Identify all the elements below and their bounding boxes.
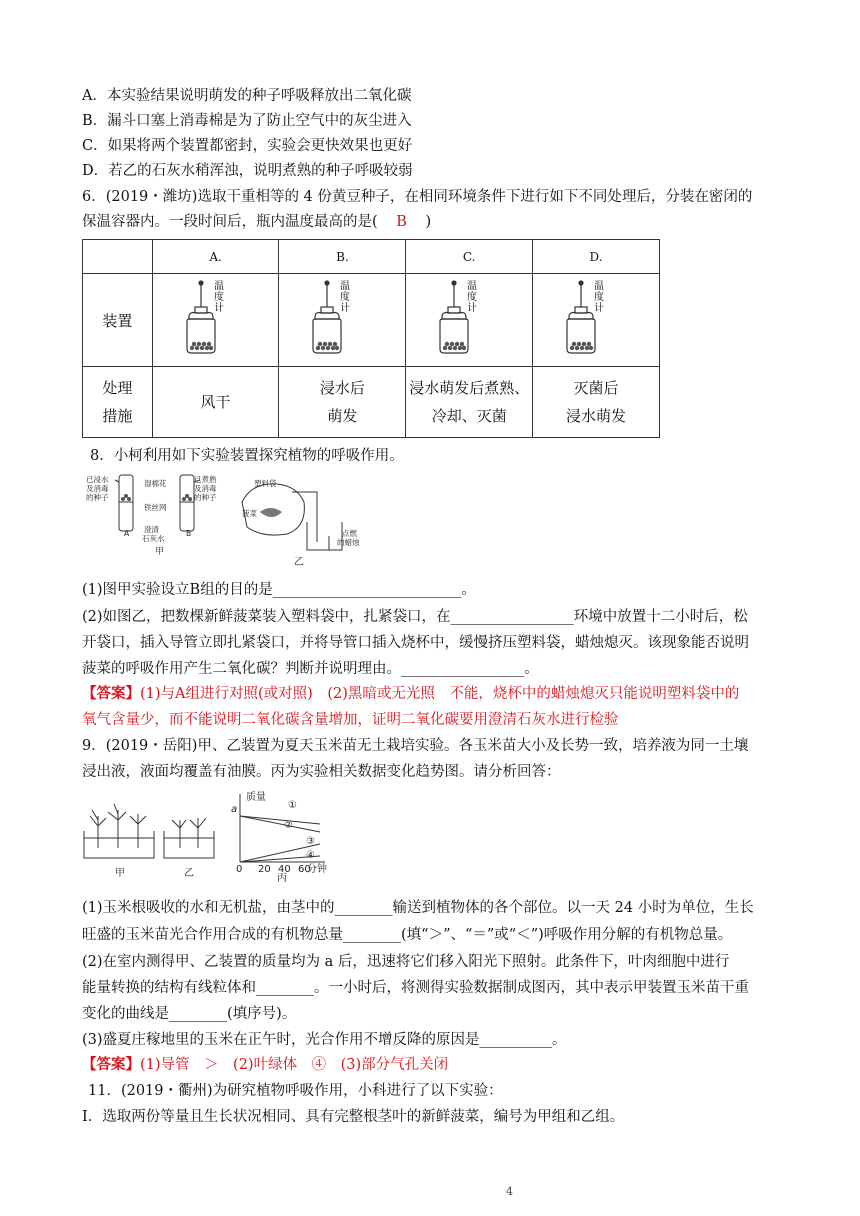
fig-label-a: A [124, 529, 130, 538]
fig-spinach-label: 菠菜 [242, 509, 257, 518]
thermos-jar-icon [302, 277, 382, 359]
q6-stem-text: 保温容器内。一段时间后，瓶内温度最高的是( [82, 214, 378, 230]
q9-stem-line1: 9．(2019・岳阳)甲、乙装置为夏天玉米苗无土栽培实验。各玉米苗大小及长势一致，培养液为同一土壤 [82, 738, 749, 754]
q9-fig-yi-label: 乙 [184, 868, 194, 879]
treatment-b-line2: 萌发 [327, 407, 358, 425]
thermometer-label: 计 [594, 303, 605, 314]
q9-fig-xlabel: 分钟 [307, 864, 327, 875]
q6-stem-cont [82, 212, 431, 232]
fig-lime-label-1: 澄清 [144, 525, 159, 534]
thermos-jar-icon [556, 277, 636, 359]
page-number: 4 [506, 1185, 513, 1198]
fig-left-label-1: 已浸水 [86, 475, 109, 484]
q9-stem-line2: 浸出液，液面均覆盖有油膜。丙为实验相关数据变化趋势图。请分析回答： [82, 764, 561, 780]
thermometer-label: 温 [213, 281, 224, 292]
q9-part3: (3)盛夏庄稼地里的玉米在正午时，光合作用不增反降的原因是__________。 [82, 1032, 567, 1048]
table-header-b: B. [279, 240, 406, 274]
thermometer-label: 温 [340, 281, 351, 292]
fig-candle-label-1: 点燃 [342, 529, 357, 538]
fig-yi-label: 乙 [294, 557, 304, 568]
q6-answer: B [396, 214, 407, 230]
thermometer-label: 度 [594, 292, 605, 303]
treatment-c-line2: 冷却、灭菌 [431, 407, 507, 425]
q9-fig-a: a [231, 804, 238, 815]
treatment-c-line1: 浸水萌发后煮熟、 [409, 379, 530, 397]
q9-fig-xtick-0: 0 [236, 864, 243, 875]
thermometer-label: 度 [467, 292, 478, 303]
treatment-d-line1: 灭菌后 [573, 379, 619, 397]
q11-part1: Ⅰ．选取两份等量且生长状况相同、具有完整根茎叶的新鲜菠菜，编号为甲组和乙组。 [82, 1109, 625, 1125]
device-label: 装置 [83, 274, 153, 367]
table-header-row [83, 240, 660, 274]
q8-part2-line2: 开袋口，插入导管立即扎紧袋口，并将导管口插入烧杯中，缓慢挤压塑料袋，蜡烛熄灭。该现象能否说明 [82, 635, 749, 651]
fig-right-label-2: 及消毒 [194, 484, 217, 493]
device-figure-a [152, 274, 279, 367]
q11-stem: 11．(2019・衢州)为研究植物呼吸作用，小科进行了以下实验： [88, 1083, 503, 1099]
table-header-d: D. [533, 240, 660, 274]
q6-table [82, 239, 660, 438]
q6-stem: 6．(2019・潍坊)选取干重相等的 4 份黄豆种子，在相同环境条件下进行如下不同处理后，分装在密闭的 [82, 189, 753, 205]
q8-part2-line1: (2)如图乙，把数棵新鲜菠菜装入塑料袋中，扎紧袋口，在_________________环境中放置十二小时后，松 [82, 609, 748, 625]
q9-fig-jia-label: 甲 [115, 868, 125, 879]
thermometer-label: 计 [340, 303, 351, 314]
thermometer-label: 计 [213, 303, 224, 314]
device-figure-d [533, 274, 660, 367]
fig-bag-label: 塑料袋 [254, 479, 277, 488]
fig-label-b: B [186, 529, 192, 538]
fig-candle-label-2: 的蜡烛 [337, 538, 360, 547]
q9-fig-curve-2: ② [284, 820, 293, 831]
table-header-a: A. [152, 240, 279, 274]
treatment-b [279, 367, 406, 438]
thermometer-label: 计 [467, 303, 478, 314]
treatment-b-line1: 浸水后 [319, 379, 365, 397]
q8-part2-line3: 菠菜的呼吸作用产生二氧化碳？判断并说明理由。_________________。 [82, 661, 539, 677]
q9-part1-line2: 旺盛的玉米苗光合作用合成的有机物总量________(填“＞”、“＝”或“＜”)呼吸作用分解的有机物总量。 [82, 927, 733, 943]
q8-figure [82, 472, 372, 572]
option-a: A．本实验结果说明萌发的种子呼吸释放出二氧化碳 [82, 88, 412, 104]
fig-right-label-1: 已煮熟 [194, 475, 217, 484]
q9-answer-tag: 【答案】 [82, 1056, 140, 1073]
q9-fig-xtick-60: 60 [298, 864, 311, 875]
treatment-label-2: 措施 [102, 407, 133, 425]
q9-part1-line1: (1)玉米根吸收的水和无机盐，由茎中的________输送到植物体的各个部位。以一天 24 小时为单位，生长 [82, 900, 754, 916]
q8-answer-tag: 【答案】 [82, 685, 140, 702]
fig-left-label-3: 的种子 [86, 493, 109, 502]
q8-answer-line2: 氧气含量少，而不能说明二氧化碳含量增加，证明二氧化碳要用澄清石灰水进行检验 [82, 712, 619, 728]
fig-jia-label: 甲 [155, 547, 165, 557]
q9-part2-line1: (2)在室内测得甲、乙装置的质量均为 a 后，迅速将它们移入阳光下照射。此条件下，叶肉细胞中进行 [82, 954, 730, 970]
treatment-label-1: 处理 [102, 379, 133, 397]
thermos-jar-icon [429, 277, 509, 359]
treatment-a [152, 367, 279, 438]
q9-fig-xtick-40: 40 [278, 864, 291, 875]
treatment-c [406, 367, 533, 438]
q9-part2-line3: 变化的曲线是________(填序号)。 [82, 1006, 297, 1022]
table-header-c: C. [406, 240, 533, 274]
thermometer-label: 温 [467, 281, 478, 292]
q9-answer-text: (1)导管 ＞ (2)叶绿体 ④ (3)部分气孔关闭 [140, 1057, 449, 1073]
treatment-a-text: 风干 [200, 393, 231, 411]
treatment-label [83, 367, 153, 438]
fig-right-label-3: 的种子 [194, 493, 217, 502]
q8-answer-text1: (1)与A组进行对照(或对照) (2)黑暗或无光照 不能，烧杯中的蜡烛熄灭只能说明塑料袋中的 [140, 686, 740, 702]
treatment-d [533, 367, 660, 438]
q9-answer [82, 1055, 448, 1075]
q9-fig-ylabel: 质量 [246, 792, 266, 803]
q8-part1: (1)图甲实验设立B组的目的是__________________________。 [82, 582, 476, 598]
device-figure-b [279, 274, 406, 367]
table-treatment-row [83, 367, 660, 438]
treatment-d-line2: 浸水萌发 [566, 407, 627, 425]
fig-left-label-2: 及消毒 [86, 484, 109, 493]
q8-stem: 8．小柯利用如下实验装置探究植物的呼吸作用。 [90, 448, 404, 464]
device-figure-c [406, 274, 533, 367]
thermometer-label: 度 [340, 292, 351, 303]
q9-fig-xtick-20: 20 [258, 864, 271, 875]
q9-figure [80, 786, 340, 882]
thermometer-label: 温 [594, 281, 605, 292]
table-header-empty [83, 240, 153, 274]
thermometer-label: 度 [213, 292, 224, 303]
q6-paren: ) [425, 214, 432, 230]
option-b: B．漏斗口塞上消毒棉是为了防止空气中的灰尘进入 [82, 113, 412, 129]
option-c: C．如果将两个装置都密封，实验会更快效果也更好 [82, 138, 413, 154]
thermos-jar-icon [176, 277, 256, 359]
q9-fig-curve-4: ④ [306, 850, 315, 861]
fig-wire-label: 铁丝网 [144, 503, 167, 512]
q9-fig-curve-1: ① [288, 800, 297, 811]
fig-cotton-label: 湿棉花 [144, 479, 167, 488]
q9-fig-bing-label: 丙 [277, 873, 287, 882]
q9-fig-curve-3: ③ [306, 836, 315, 847]
table-device-row [83, 274, 660, 367]
fig-lime-label-2: 石灰水 [142, 534, 165, 543]
q9-part2-line2: 能量转换的结构有线粒体和________。一小时后，将测得实验数据制成图丙，其中表示甲装置玉米苗干重 [82, 980, 749, 996]
option-d: D．若乙的石灰水稍浑浊，说明煮熟的种子呼吸较弱 [82, 163, 413, 179]
q8-answer-line1 [82, 684, 739, 704]
